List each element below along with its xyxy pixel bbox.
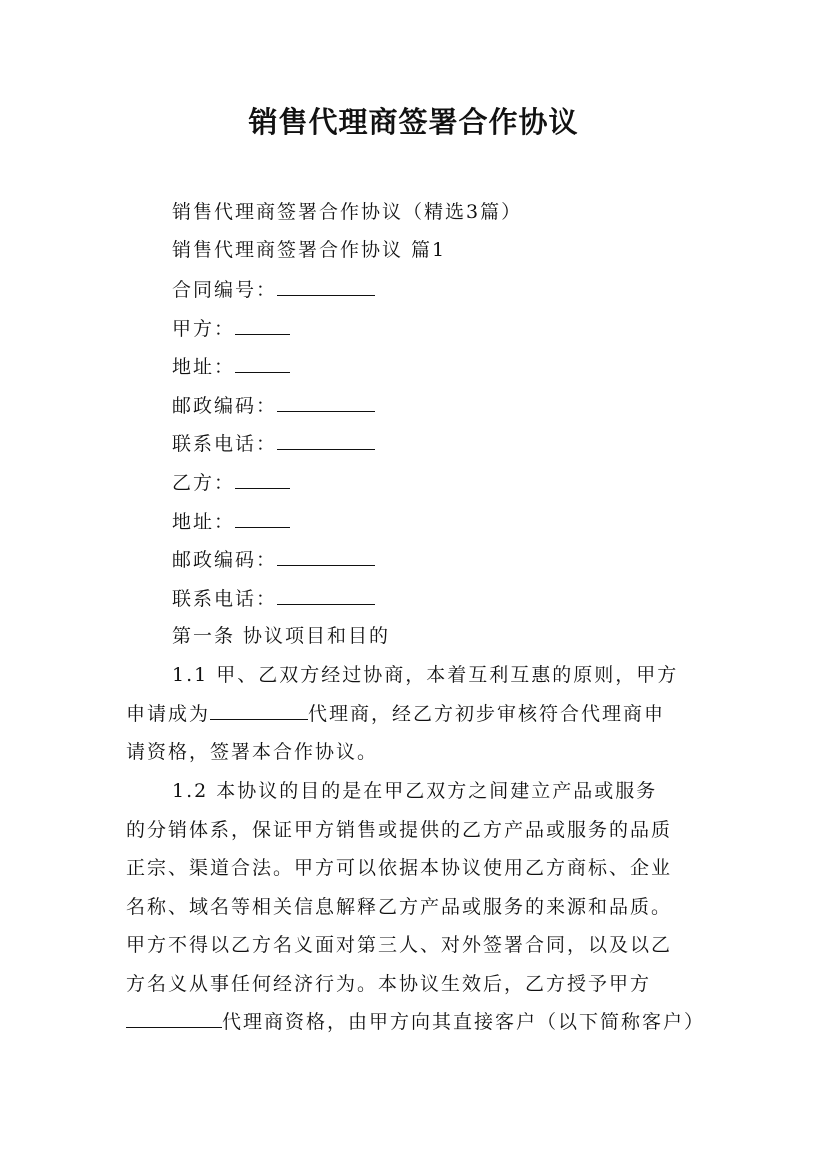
blank-line: [277, 547, 375, 566]
paragraph-line: 1.2 本协议的目的是在甲乙双方之间建立产品或服务: [172, 780, 658, 802]
section-heading: 第一条 协议项目和目的: [172, 625, 391, 647]
paragraph-line: 的分销体系，保证甲方销售或提供的乙方产品或服务的品质: [126, 818, 673, 841]
field-address-a: [172, 354, 290, 379]
chapter-heading: 销售代理商签署合作协议 篇1: [172, 239, 447, 261]
paragraph-line: 正宗、渠道合法。甲方可以依据本协议使用乙方商标、企业: [126, 857, 673, 879]
blank-line: [235, 354, 290, 373]
document-subtitle: 销售代理商签署合作协议（精选3篇）: [172, 201, 523, 223]
field-contract-no: [172, 277, 375, 302]
clause-1-1: [126, 656, 716, 772]
blank-line: [235, 470, 290, 489]
field-address-b: [172, 509, 290, 534]
text-fragment: 代理商资格，由甲方向其直接客户（以下简称客户）: [222, 1011, 706, 1033]
field-postcode-b: [172, 547, 375, 572]
paragraph-line: 方名义从事任何经济行为。本协议生效后，乙方授予甲方: [126, 972, 652, 995]
blank-line: [277, 393, 375, 412]
blank-line: [277, 586, 375, 605]
document-title: 销售代理商签署合作协议: [248, 105, 579, 139]
field-label: 合同编号：: [172, 279, 278, 301]
field-label: 联系电话：: [172, 588, 278, 610]
blank-line: [277, 277, 375, 296]
field-label: 联系电话：: [172, 433, 278, 455]
blank-line: [210, 701, 308, 720]
field-phone-b: [172, 586, 375, 611]
blank-line: [126, 1009, 222, 1028]
blank-line: [235, 316, 290, 335]
paragraph-line: 1.1 甲、乙双方经过协商，本着互利互惠的原则，甲方: [172, 664, 679, 686]
field-party-a: [172, 316, 290, 341]
field-label: 邮政编码：: [172, 395, 278, 417]
blank-line: [235, 509, 290, 528]
clause-1-2: [126, 772, 716, 1042]
blank-line: [277, 431, 375, 450]
field-party-b: [172, 470, 290, 495]
field-postcode-a: [172, 393, 375, 418]
paragraph-line: [126, 1003, 716, 1042]
text-fragment: 申请成为: [126, 702, 211, 725]
field-phone-a: [172, 431, 375, 456]
field-label: 地址：: [172, 356, 236, 378]
paragraph-line: 请资格，签署本合作协议。: [126, 741, 379, 763]
paragraph-line: [126, 695, 716, 734]
field-label: 地址：: [172, 511, 236, 533]
field-label: 邮政编码：: [172, 549, 278, 571]
text-fragment: 代理商，经乙方初步审核符合代理商申: [308, 702, 666, 725]
field-label: 甲方：: [172, 318, 236, 340]
paragraph-line: 名称、域名等相关信息解释乙方产品或服务的来源和品质。: [126, 895, 673, 918]
field-label: 乙方：: [172, 472, 236, 494]
paragraph-line: 甲方不得以乙方名义面对第三人、对外签署合同，以及以乙: [126, 934, 673, 956]
